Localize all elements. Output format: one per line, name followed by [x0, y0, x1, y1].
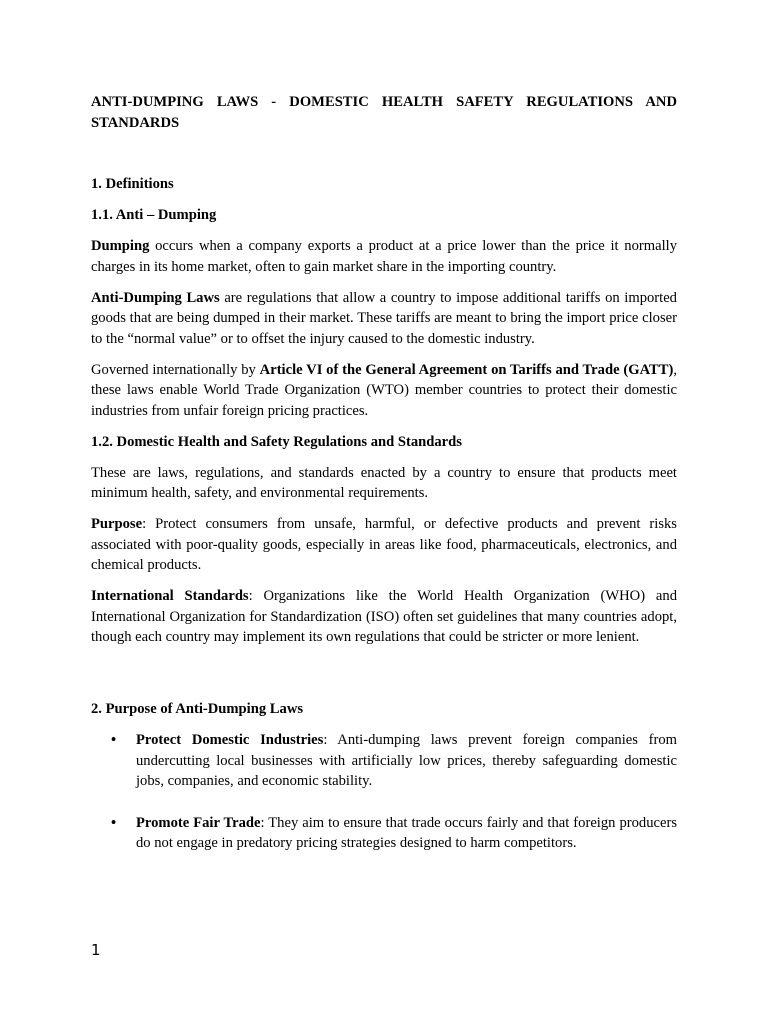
page-number: 1	[91, 941, 101, 959]
international-standards-text: : Organizations like the World Health Organization (WHO) and International Organization for Standardization (ISO) often set guidelines that many countries adopt, though each country may implement its own regulations that could be stricter or more lenient.	[91, 588, 677, 645]
document-title: ANTI-DUMPING LAWS - DOMESTIC HEALTH SAFETY REGULATIONS AND STANDARDS	[91, 94, 677, 131]
document-page	[91, 92, 677, 875]
dumping-definition-text: occurs when a company exports a product at a price lower than the price it normally charges in its home market, often to gain market share in the importing country.	[91, 238, 677, 275]
purpose-term: Purpose	[91, 516, 143, 532]
international-standards-paragraph	[91, 586, 677, 648]
governance-text: , these laws enable World Trade Organization (WTO) member countries to protect their domestic industries from unfair foreign pricing practices.	[91, 361, 678, 419]
international-standards-term: International Standards	[91, 588, 249, 604]
section-1-2-heading: 1.2. Domestic Health and Safety Regulations and Standards	[91, 433, 462, 450]
governance-intro-text: Governed internationally by	[91, 361, 260, 378]
bullet-text: : Anti-dumping laws prevent foreign companies from undercutting local businesses with artificially low prices, thereby safeguarding domestic jobs, companies, and economic stability.	[136, 732, 677, 789]
anti-dumping-laws-term: Anti-Dumping Laws	[91, 289, 220, 306]
bullet-term: Protect Domestic Industries	[136, 732, 324, 748]
governance-paragraph	[91, 360, 677, 422]
anti-dumping-laws-paragraph	[91, 288, 677, 350]
bullet-icon: •	[111, 732, 117, 748]
bullet-icon: •	[111, 814, 117, 831]
list-item	[91, 813, 677, 854]
dumping-term: Dumping	[91, 238, 150, 254]
regulations-definition-paragraph: These are laws, regulations, and standards enacted by a country to ensure that products meet minimum health, safety, and environmental requirements.	[91, 464, 677, 501]
dumping-definition-paragraph	[91, 236, 677, 277]
bullet-text: : They aim to ensure that trade occurs fairly and that foreign producers do not engage in predatory pricing strategies designed to harm competitors.	[136, 814, 678, 851]
purpose-paragraph	[91, 514, 677, 576]
anti-dumping-laws-text: are regulations that allow a country to impose additional tariffs on imported goods that are being dumped in their market. These tariffs are meant to bring the import price closer to the “normal value” or to offset the injury caused to the domestic industry.	[91, 289, 677, 347]
section-1-heading: 1. Definitions	[91, 176, 174, 192]
section-1-1-heading: 1.1. Anti – Dumping	[91, 207, 217, 223]
bullet-term: Promote Fair Trade	[136, 814, 261, 831]
gatt-reference: Article VI of the General Agreement on Tariffs and Trade (GATT)	[259, 361, 674, 378]
purpose-bullet-list	[91, 730, 677, 854]
list-item	[91, 730, 677, 792]
purpose-text: : Protect consumers from unsafe, harmful, or defective products and prevent risks associated with poor-quality goods, especially in areas like food, pharmaceuticals, electronics, and chemical products.	[91, 516, 677, 573]
section-2-heading: 2. Purpose of Anti-Dumping Laws	[91, 701, 304, 717]
